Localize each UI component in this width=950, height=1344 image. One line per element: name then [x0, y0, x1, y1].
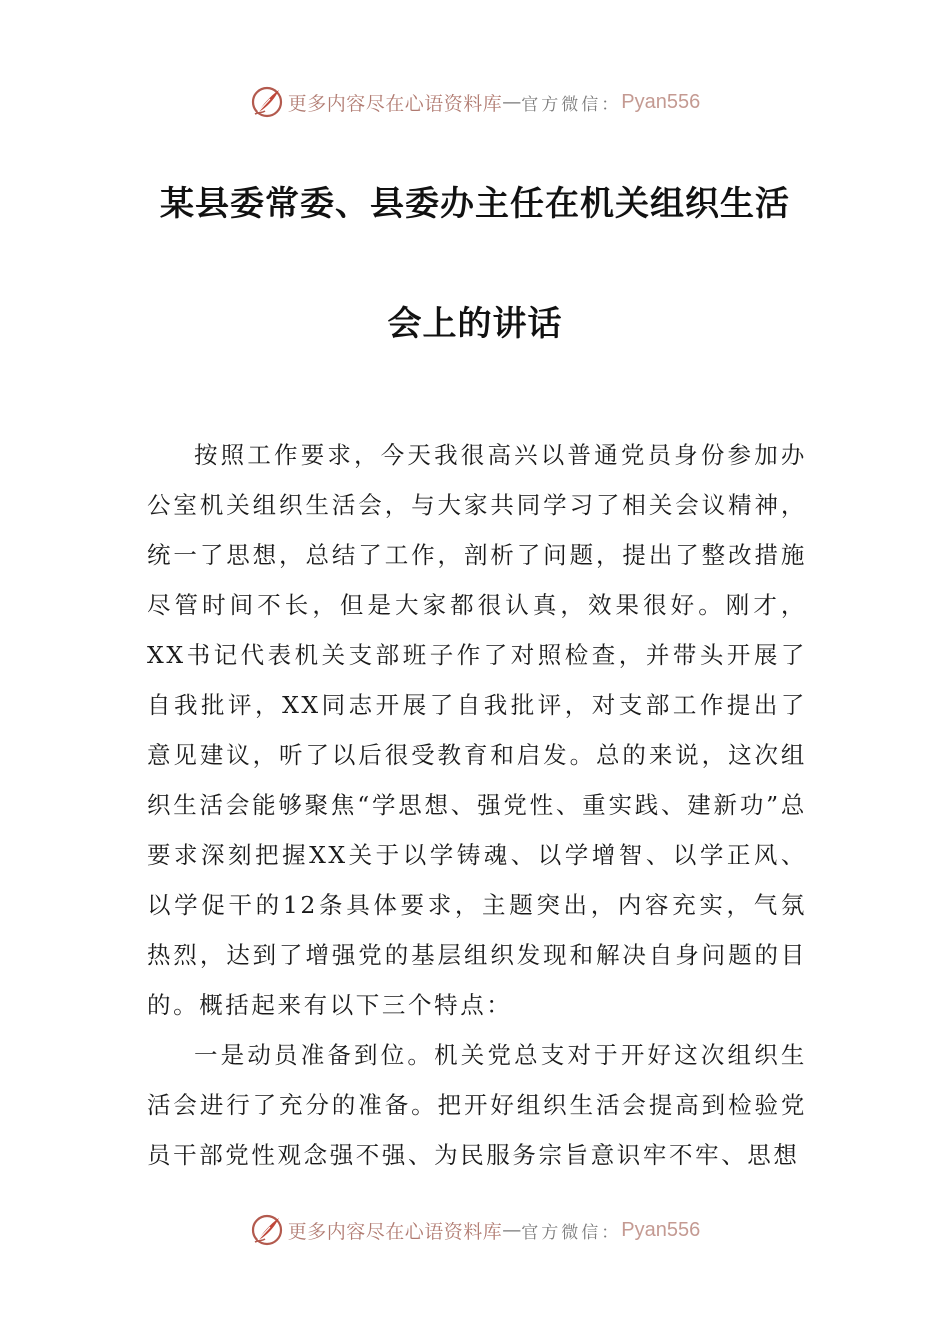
watermark-wechat-label: 官方微信：: [521, 94, 622, 115]
watermark-brand-text: 更多内容尽在心语资料库: [287, 1220, 503, 1243]
watermark-banner-top: [0, 82, 950, 122]
watermark-separator: —: [502, 1219, 522, 1241]
watermark-brand-text: 更多内容尽在心语资料库: [287, 92, 503, 115]
watermark-wechat-label: 官方微信：: [521, 1222, 622, 1243]
document-title-line-2: 会上的讲话: [387, 304, 563, 344]
body-paragraph: 一是动员准备到位。机关党总支对于开好这次组织生活会进行了充分的准备。把开好组织生活会提高到检验党员干部党性观念强不强、为民服务宗旨意识牢不牢、思想: [147, 1041, 807, 1169]
quill-pen-logo-icon: [250, 85, 284, 119]
watermark-wechat-id: Pyan556: [621, 1218, 701, 1241]
quill-pen-logo-icon: [250, 1213, 284, 1247]
watermark-banner-bottom: [0, 1210, 950, 1250]
watermark-wechat-id: Pyan556: [621, 90, 701, 113]
document-body: [147, 430, 807, 1180]
watermark-separator: —: [502, 91, 522, 113]
body-paragraph: 按照工作要求，今天我很高兴以普通党员身份参加办公室机关组织生活会，与大家共同学习了相关会议精神，统一了思想，总结了工作，剖析了问题，提出了整改措施尽管时间不长，但是大家都很认真，效果很好。刚才，XX书记代表机关支部班子作了对照检查，并带头开展了自我批评，XX同志开展了自我批评，对支部工作提出了意见建议，听了以后很受教育和启发。总的来说，这次组织生活会能够聚焦“学思想、强党性、重实践、建新功”总要求深刻把握XX关于以学铸魂、以学增智、以学正风、以学促干的12条具体要求，主题突出，内容充实，气氛热烈，达到了增强党的基层组织发现和解决自身问题的目的。概括起来有以下三个特点：: [147, 441, 807, 1019]
document-title-line-1: 某县委常委、县委办主任在机关组织生活: [160, 184, 790, 224]
